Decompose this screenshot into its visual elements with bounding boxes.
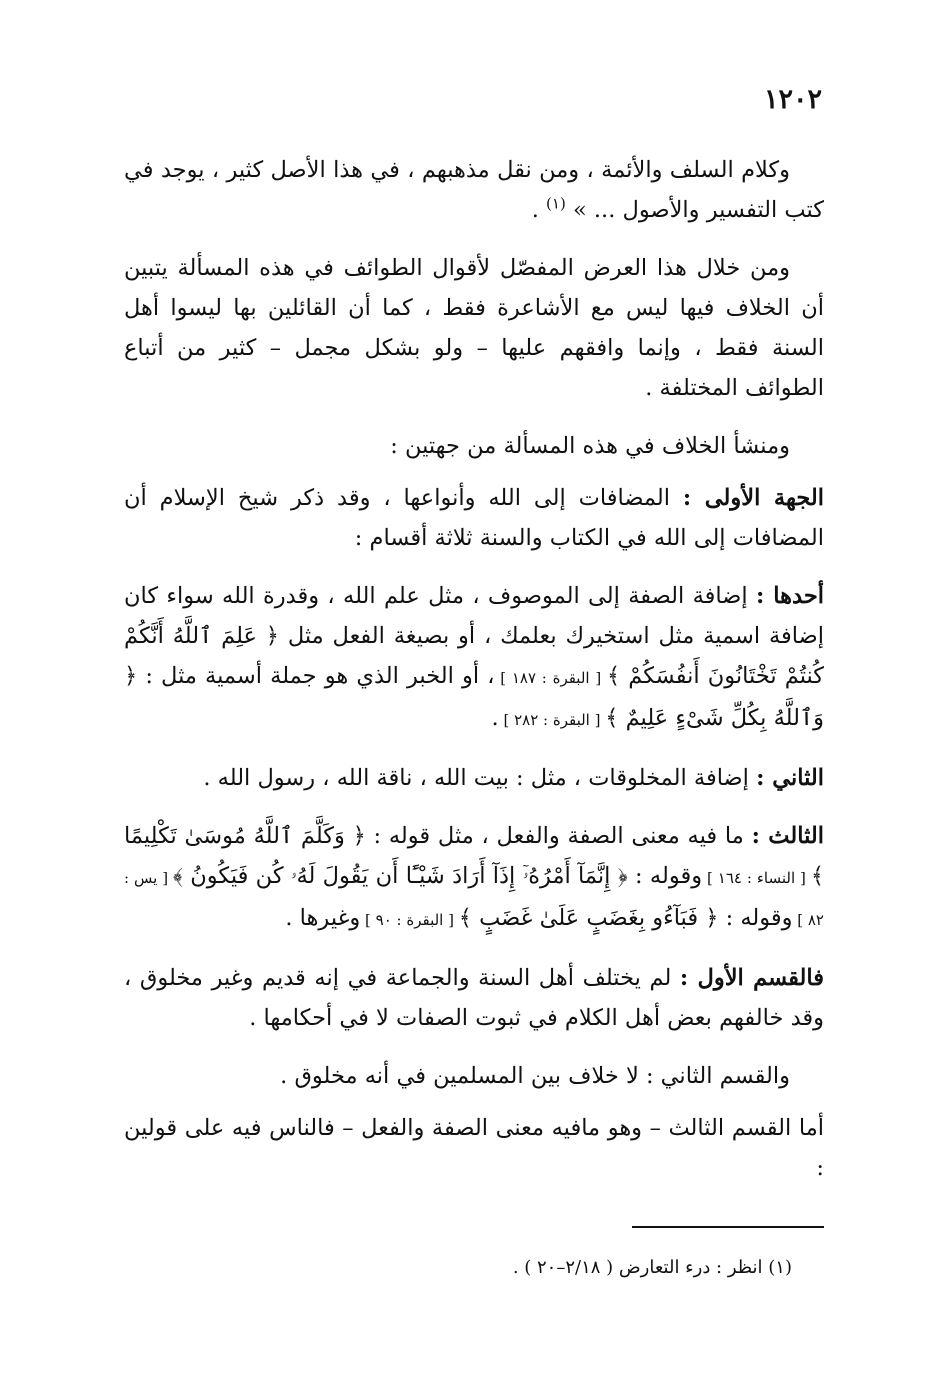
- page-number: ١٢٠٢: [763, 84, 822, 115]
- paragraph-7-text-c: وقوله : ﴿ فَبَآءُو بِغَضَبٍ عَلَىٰ غَضَبٍ ﴾: [458, 905, 793, 931]
- paragraph-4-lead: الجهة الأولى :: [682, 485, 824, 511]
- quran-reference-5: [ البقرة : ٩٠ ]: [360, 911, 459, 929]
- paragraph-7-end: وغيرها .: [285, 905, 361, 931]
- paragraph-7-text-a: ما فيه معنى الصفة والفعل ، مثل قوله : ﴿ وَكَلَّمَ ٱللَّهُ مُوسَىٰ تَكْلِيمًا ﴾: [124, 823, 824, 889]
- paragraph-4: [124, 478, 824, 558]
- paragraph-7-text-b: وقوله : ﴿ إِنَّمَآ أَمْرُهُۥٓ إِذَآ أَرَادَ شَيْـًٔا أَن يَقُولَ لَهُۥ كُن فَيَكُونُ ﴾: [172, 863, 703, 889]
- paragraph-5: [124, 576, 824, 740]
- paragraph-2: ومن خلال هذا العرض المفصّل لأقوال الطوائف في هذه المسألة يتبين أن الخلاف فيها ليس مع الأشاعرة فقط ، كما أن القائلين بها ليسوا أهل السنة فقط ، وإنما وافقهم عليها – ولو بشكل مجمل – كثير من أتباع الطوائف المختلفة .: [124, 255, 824, 401]
- paragraph-7-lead: الثالث :: [751, 823, 824, 849]
- footnote: (١) انظر : درء التعارض ( ٢/١٨–٢٠ ) .: [512, 1257, 792, 1278]
- paragraph-6: [124, 758, 824, 798]
- paragraph-8: [124, 958, 824, 1038]
- paragraph-4-text: المضافات إلى الله وأنواعها ، وقد ذكر شيخ الإسلام أن المضافات إلى الله في الكتاب والسنة ثلاثة أقسام :: [124, 485, 824, 551]
- paragraph-9: والقسم الثاني : لا خلاف بين المسلمين في أنه مخلوق .: [280, 1063, 790, 1089]
- paragraph-8-text: لم يختلف أهل السنة والجماعة في إنه قديم وغير مخلوق ، وقد خالفهم بعض أهل الكلام في ثبوت الصفات لا في أحكامها .: [124, 965, 824, 1031]
- quran-reference-3: [ النساء : ١٦٤ ]: [702, 869, 811, 887]
- quran-reference-4: [ يس : ٨٢ ]: [124, 869, 824, 929]
- quran-reference-1: [ البقرة : ١٨٧ ]: [494, 669, 607, 687]
- paragraph-7: [124, 816, 824, 940]
- paragraph-5-text-a: إضافة الصفة إلى الموصوف ، مثل علم الله ، وقدرة الله سواء كان إضافة اسمية مثل استخيرك بعلمك ، أو بصيغة الفعل مثل ﴿ عَلِمَ ٱللَّهُ أَنَّكُمْ كُنتُمْ تَخْتَانُونَ أَنفُسَكُمْ ﴾: [124, 583, 825, 689]
- paragraph-5-end: .: [491, 705, 499, 731]
- paragraph-1-text: وكلام السلف والأئمة ، ومن نقل مذهبهم ، في هذا الأصل كثير ، يوجد في كتب التفسير والأصول ... »: [124, 157, 824, 223]
- footnote-divider: [632, 1226, 824, 1228]
- paragraph-10: أما القسم الثالث – وهو مافيه معنى الصفة والفعل – فالناس فيه على قولين :: [124, 1115, 824, 1181]
- paragraph-6-lead: الثاني :: [756, 765, 824, 791]
- paragraph-8-lead: فالقسم الأول :: [679, 965, 824, 991]
- body-text: [124, 150, 824, 1206]
- paragraph-3: ومنشأ الخلاف في هذه المسألة من جهتين :: [390, 433, 790, 459]
- paragraph-1-end: .: [531, 197, 547, 223]
- footnote-marker: (١): [546, 194, 566, 213]
- paragraph-6-text: إضافة المخلوقات ، مثل : بيت الله ، ناقة الله ، رسول الله .: [203, 765, 757, 791]
- quran-reference-2: [ البقرة : ٢٨٢ ]: [498, 711, 606, 729]
- paragraph-5-text-b: ، أو الخبر الذي هو جملة أسمية مثل : ﴿ وَٱللَّهُ بِكُلِّ شَىْءٍ عَلِيمٌ ﴾: [124, 663, 824, 731]
- paragraph-1: [124, 150, 824, 230]
- paragraph-5-lead: أحدها :: [755, 583, 824, 609]
